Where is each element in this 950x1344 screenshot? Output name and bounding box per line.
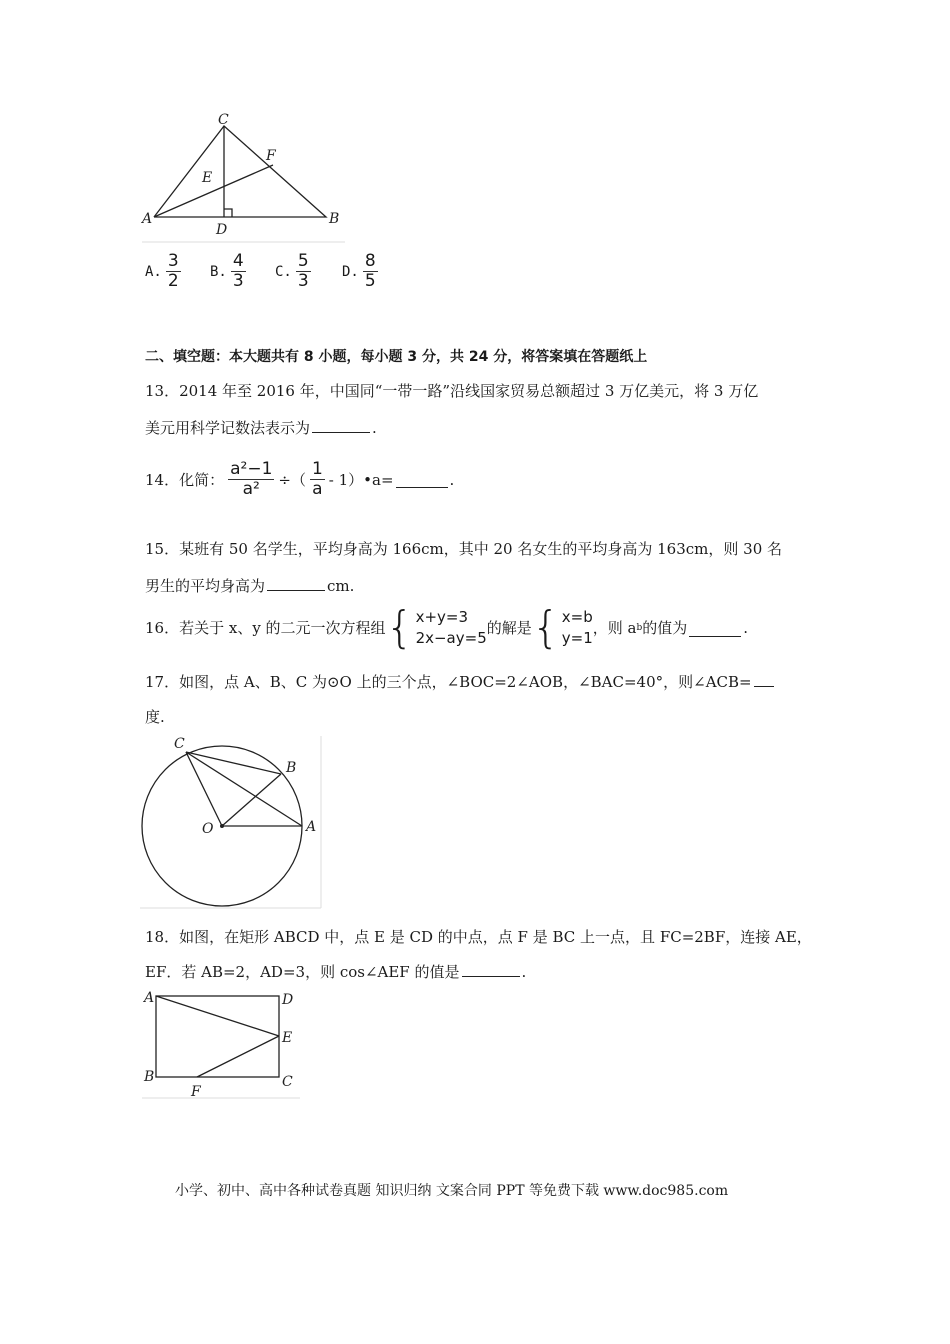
option-c[interactable]: C. $\frac{5}{3}$ — [275, 251, 309, 291]
label-c: C — [218, 112, 229, 128]
label-b: B — [329, 211, 340, 227]
q14-answer-blank[interactable] — [396, 471, 448, 488]
label-c: C — [282, 1074, 293, 1090]
circle-figure — [136, 732, 326, 912]
label-e: E — [202, 170, 213, 186]
label-a: A — [306, 819, 317, 835]
q13-line2: 美元用科学记数法表示为 . — [145, 416, 377, 439]
label-b: B — [286, 760, 297, 776]
solution-system: { x=b y=1 — [531, 602, 593, 653]
footer-text: 小学、初中、高中各种试卷真题 知识归纳 文案合同 PPT 等免费下载 www.doc985.com — [175, 1183, 729, 1199]
q14: 14．化简： $\frac{\text{a²−1}}{\text{a²}}$ ÷（ $\frac{1}{a}$ - 1）•a= . — [145, 459, 455, 499]
q17-line2: 度. — [145, 708, 165, 726]
label-o: O — [202, 821, 214, 837]
rectangle-figure — [140, 986, 305, 1102]
option-d[interactable]: D. $\frac{8}{5}$ — [342, 251, 376, 291]
label-e: E — [282, 1030, 293, 1046]
label-b: B — [144, 1069, 155, 1085]
equation-system: { x+y=3 2x−ay=5 — [385, 602, 487, 653]
q16-answer-blank[interactable] — [689, 620, 741, 637]
q15-line2: 男生的平均身高为 cm. — [145, 574, 354, 597]
q16: 16．若关于 x、y 的二元一次方程组 { x+y=3 2x−ay=5 的解是 { x=b y=1 ，则 a b 的值为 . — [145, 602, 749, 653]
q17-line1: 17．如图，点 A、B、C 为⊙O 上的三个点，∠BOC=2∠AOB，∠BAC=40°，则∠ACB= — [145, 670, 776, 693]
option-a[interactable]: A. $\frac{3}{2}$ — [145, 251, 179, 291]
q17-answer-blank[interactable] — [754, 670, 774, 687]
label-f: F — [266, 148, 276, 164]
section-heading: 二、填空题：本大题共有 8 小题，每小题 3 分，共 24 分，将答案填在答题纸上 — [145, 349, 648, 365]
q18-answer-blank[interactable] — [462, 960, 520, 977]
q15-answer-blank[interactable] — [267, 574, 325, 591]
option-b[interactable]: B. $\frac{4}{3}$ — [210, 251, 244, 291]
q18-line2: EF．若 AB=2，AD=3，则 cos∠AEF 的值是 . — [145, 960, 526, 983]
label-d: D — [282, 992, 294, 1008]
q13-answer-blank[interactable] — [312, 416, 370, 433]
label-a: A — [142, 211, 153, 227]
triangle-figure — [140, 110, 350, 245]
q18-line1: 18．如图，在矩形 ABCD 中，点 E 是 CD 的中点，点 F 是 BC 上一点，且 FC=2BF，连接 AE， — [145, 928, 812, 946]
label-d: D — [216, 222, 228, 238]
label-c: C — [174, 736, 185, 752]
label-a: A — [144, 990, 155, 1006]
q13-line1: 13．2014 年至 2016 年，中国同“一带一路”沿线国家贸易总额超过 3 万亿美元，将 3 万亿 — [145, 382, 759, 400]
label-f: F — [191, 1084, 201, 1100]
q15-line1: 15．某班有 50 名学生，平均身高为 166cm，其中 20 名女生的平均身高为 163cm，则 30 名 — [145, 540, 783, 558]
